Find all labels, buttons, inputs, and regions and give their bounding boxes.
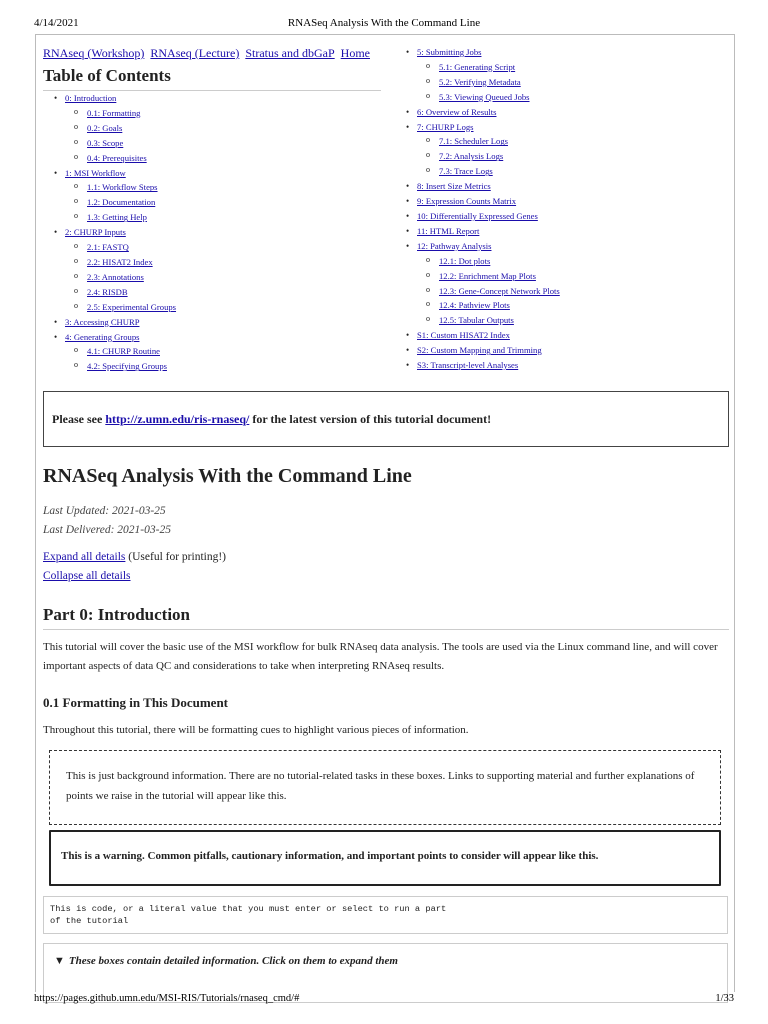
toc-item: [43, 240, 381, 255]
toc-link[interactable]: 12.1: Dot plots: [439, 255, 491, 266]
code-box: This is code, or a literal value that you must enter or select to run a part of the tutorial: [43, 896, 728, 934]
toc-link[interactable]: 5.3: Viewing Queued Jobs: [439, 91, 530, 102]
toc-item: [43, 195, 381, 210]
toc-right-list: [395, 45, 729, 373]
toc-item: [395, 164, 729, 179]
toc-right-column: [395, 45, 729, 373]
toc-item: [395, 358, 729, 373]
expand-note: (Useful for printing!): [125, 551, 227, 563]
toc-item: [43, 255, 381, 270]
toc-link[interactable]: 5: Submitting Jobs: [417, 47, 482, 57]
toc-link[interactable]: 7.1: Scheduler Logs: [439, 136, 508, 147]
toc-link[interactable]: 5.2: Verifying Metadata: [439, 76, 521, 87]
toc-link[interactable]: 11: HTML Report: [417, 225, 480, 236]
toc-link[interactable]: 1.3: Getting Help: [87, 212, 147, 223]
notice-prefix: Please see: [52, 412, 106, 426]
nav-link-home[interactable]: Home: [340, 46, 370, 60]
toc-link[interactable]: 12.5: Tabular Outputs: [439, 315, 514, 326]
toc-link[interactable]: 9: Expression Counts Matrix: [417, 196, 517, 207]
latest-version-notice: [43, 391, 729, 447]
nav-link-rnaseq-workshop[interactable]: RNAseq (Workshop): [43, 46, 145, 60]
toc-item: [395, 60, 729, 75]
toc-item: [43, 300, 381, 315]
toc-link[interactable]: 7.2: Analysis Logs: [439, 151, 504, 162]
toc-left-column: [43, 45, 381, 374]
notice-suffix: for the latest version of this tutorial document!: [249, 412, 492, 426]
toc-link[interactable]: S3: Transcript-level Analyses: [417, 360, 519, 371]
info-box: This is just background information. There are no tutorial-related tasks in these boxes. Links to supporting material and further explanations of points we raise in the tutorial will appear like this.: [49, 750, 721, 825]
toc-item: [395, 343, 729, 358]
toc-item: [395, 179, 729, 194]
notice-link[interactable]: http://z.umn.edu/ris-rnaseq/: [105, 412, 250, 426]
print-footer: [34, 993, 734, 1007]
toc-link[interactable]: S2: Custom Mapping and Trimming: [417, 345, 542, 356]
toc-item: [395, 298, 729, 313]
toc-item: [43, 180, 381, 195]
toc-item: [395, 194, 729, 209]
toc-link[interactable]: 1.2: Documentation: [87, 197, 156, 208]
page-title: RNASeq Analysis With the Command Line: [43, 465, 412, 487]
toc-link[interactable]: 0: Introduction: [65, 93, 117, 103]
top-navigation: [43, 45, 381, 61]
nav-link-rnaseq-lecture[interactable]: RNAseq (Lecture): [150, 46, 240, 60]
toc-left-list: [43, 91, 381, 374]
toc-item: [395, 269, 729, 284]
section-0-1-heading: 0.1 Formatting in This Document: [43, 695, 229, 710]
toc-link[interactable]: 12.4: Pathview Plots: [439, 300, 510, 311]
toc-item: [43, 330, 381, 345]
toc-item: [395, 45, 729, 60]
toc-item: [395, 328, 729, 343]
toc-item: [395, 105, 729, 120]
toc-link[interactable]: 3: Accessing CHURP: [65, 316, 140, 327]
collapse-row: [43, 570, 131, 582]
print-date: 4/14/2021: [34, 17, 79, 29]
toc-item: [395, 224, 729, 239]
toc-link[interactable]: 4.2: Specifying Groups: [87, 361, 167, 372]
details-summary[interactable]: These boxes contain detailed information. Click on them to expand them: [68, 955, 398, 967]
toc-link[interactable]: 12: Pathway Analysis: [417, 240, 492, 251]
toc-item: [395, 254, 729, 269]
toc-link[interactable]: 2.1: FASTQ: [87, 242, 129, 253]
expand-triangle-icon[interactable]: ▼: [54, 955, 65, 967]
toc-link[interactable]: 10: Differentially Expressed Genes: [417, 210, 538, 221]
toc-link[interactable]: 2.5: Experimental Groups: [87, 301, 177, 312]
last-updated: Last Updated: 2021-03-25: [43, 505, 166, 517]
print-url: https://pages.github.umn.edu/MSI-RIS/Tutorials/rnaseq_cmd/#: [34, 993, 300, 1004]
toc-item: [43, 344, 381, 359]
toc-item: [43, 121, 381, 136]
toc-link[interactable]: 0.3: Scope: [87, 137, 124, 148]
toc-link[interactable]: 2.4: RISDB: [87, 286, 128, 297]
toc-title: Table of Contents: [43, 66, 381, 91]
toc-link[interactable]: 12.3: Gene-Concept Network Plots: [439, 285, 560, 296]
toc-item: [43, 151, 381, 166]
toc-link[interactable]: 4.1: CHURP Routine: [87, 346, 160, 357]
print-title: RNASeq Analysis With the Command Line: [287, 17, 481, 29]
toc-item: [395, 149, 729, 164]
expand-row: [43, 551, 226, 563]
toc-link[interactable]: 1.1: Workflow Steps: [87, 182, 158, 193]
toc-item: [43, 225, 381, 240]
toc-link[interactable]: 0.2: Goals: [87, 122, 123, 133]
toc-item: [395, 75, 729, 90]
toc-link[interactable]: S1: Custom HISAT2 Index: [417, 330, 510, 341]
toc-link[interactable]: 0.4: Prerequisites: [87, 152, 147, 163]
toc-link[interactable]: 2: CHURP Inputs: [65, 227, 126, 238]
toc-item: [43, 210, 381, 225]
toc-item: [43, 166, 381, 181]
print-page-number: 1/33: [715, 993, 734, 1004]
toc-item: [43, 136, 381, 151]
toc-link[interactable]: 12.2: Enrichment Map Plots: [439, 270, 536, 281]
last-delivered: Last Delivered: 2021-03-25: [43, 524, 171, 536]
toc-item: [43, 106, 381, 121]
toc-item: [43, 359, 381, 374]
toc-link[interactable]: 4: Generating Groups: [65, 331, 140, 342]
toc-item: [43, 285, 381, 300]
toc-link[interactable]: 8: Insert Size Metrics: [417, 181, 491, 192]
toc-item: [395, 120, 729, 135]
document-page: [35, 34, 735, 992]
toc-link[interactable]: 2.3: Annotations: [87, 271, 144, 282]
print-header: [34, 17, 734, 31]
toc-link[interactable]: 2.2: HISAT2 Index: [87, 256, 153, 267]
formatting-paragraph: Throughout this tutorial, there will be formatting cues to highlight various pieces of information.: [43, 724, 469, 736]
toc-item: [43, 91, 381, 106]
toc-item: [395, 239, 729, 254]
toc-link[interactable]: 6: Overview of Results: [417, 106, 497, 117]
toc-item: [395, 313, 729, 328]
toc-item: [395, 209, 729, 224]
toc-link[interactable]: 0.1: Formatting: [87, 107, 141, 118]
toc-item: [43, 270, 381, 285]
toc-link[interactable]: 7: CHURP Logs: [417, 121, 474, 132]
nav-link-stratus-dbgap[interactable]: Stratus and dbGaP: [245, 46, 335, 60]
toc-item: [395, 134, 729, 149]
toc-link[interactable]: 5.1: Generating Script: [439, 61, 516, 72]
warning-box: This is a warning. Common pitfalls, cautionary information, and important points to consider will appear like this.: [49, 830, 721, 886]
part0-heading: Part 0: Introduction: [43, 605, 729, 630]
toc-link[interactable]: 7.3: Trace Logs: [439, 166, 493, 177]
toc-item: [395, 284, 729, 299]
collapse-all-details-link[interactable]: Collapse all details: [43, 570, 131, 582]
toc-link[interactable]: 1: MSI Workflow: [65, 167, 126, 178]
intro-paragraph: This tutorial will cover the basic use of the MSI workflow for bulk RNAseq data analysis. The tools are used via the Linux command line, and will cover important aspects of data QC and considerations to take when interpreting RNAseq results.: [43, 641, 718, 672]
toc-item: [395, 90, 729, 105]
expand-all-details-link[interactable]: Expand all details: [43, 551, 126, 563]
toc-item: [43, 315, 381, 330]
